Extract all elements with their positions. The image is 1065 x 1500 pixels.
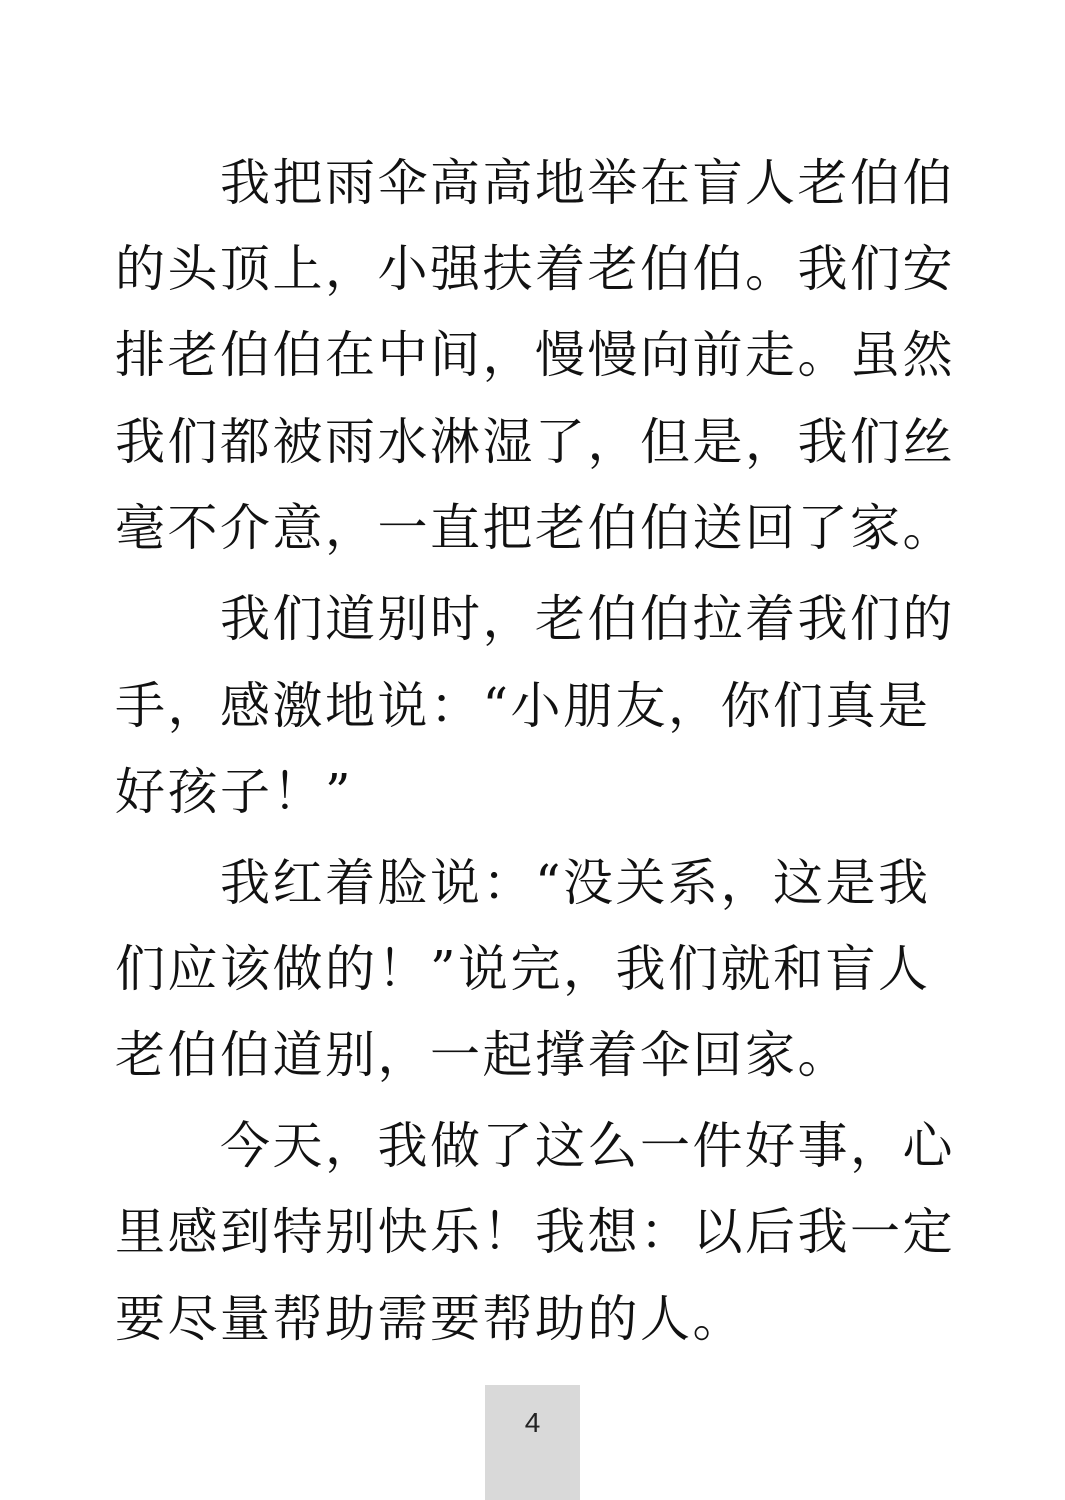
text-line: 好孩子！”	[115, 763, 354, 821]
text-line: 我们道别时，老伯伯拉着我们的	[115, 590, 955, 648]
text-line: 的头顶上，小强扶着老伯伯。我们安	[115, 240, 955, 298]
text-line: 们应该做的！”说完，我们就和盲人	[115, 940, 931, 998]
text-line: 我把雨伞高高地举在盲人老伯伯	[115, 154, 955, 212]
text-line: 今天，我做了这么一件好事，心	[115, 1117, 955, 1175]
text-line: 我们都被雨水淋湿了，但是，我们丝	[115, 413, 955, 471]
text-line: 要尽量帮助需要帮助的人。	[115, 1290, 745, 1348]
page-number: 4	[524, 1407, 541, 1438]
text-line: 我红着脸说：“没关系，这是我	[115, 854, 931, 912]
text-line: 里感到特别快乐！我想：以后我一定	[115, 1203, 955, 1261]
text-line: 毫不介意，一直把老伯伯送回了家。	[115, 499, 955, 557]
page-number-footer	[485, 1385, 580, 1500]
text-line: 老伯伯道别，一起撑着伞回家。	[115, 1026, 850, 1084]
text-line: 手，感激地说：“小朋友，你们真是	[115, 677, 931, 735]
text-line: 排老伯伯在中间，慢慢向前走。虽然	[115, 326, 955, 384]
